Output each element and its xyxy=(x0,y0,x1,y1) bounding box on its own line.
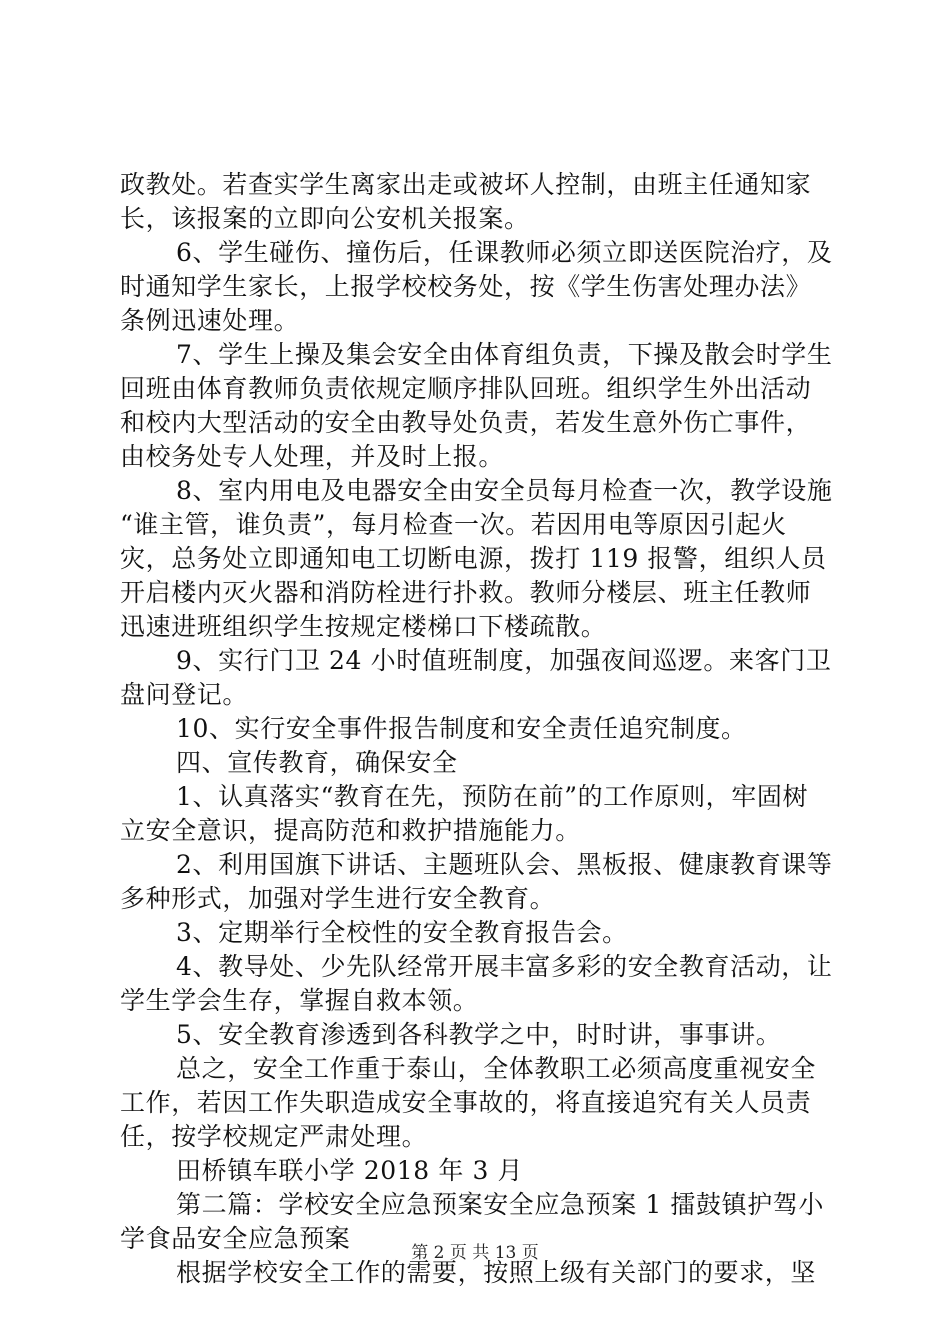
text-line: 立安全意识，提高防范和救护措施能力。 xyxy=(120,816,581,845)
text-line: 3、定期举行全校性的安全教育报告会。 xyxy=(176,918,628,947)
text-line: 5、安全教育渗透到各科教学之中，时时讲，事事讲。 xyxy=(176,1020,782,1049)
text-line: 条例迅速处理。 xyxy=(120,306,300,335)
text-line: 1、认真落实“教育在先，预防在前”的工作原则，牢固树 xyxy=(176,782,809,811)
text-line: 4、教导处、少先队经常开展丰富多彩的安全教育活动，让 xyxy=(176,952,833,981)
text-line: 由校务处专人处理，并及时上报。 xyxy=(120,442,505,471)
text-line: 时通知学生家长，上报学校校务处，按《学生伤害处理办法》 xyxy=(120,272,812,301)
text-line: 和校内大型活动的安全由教导处负责，若发生意外伤亡事件， xyxy=(120,408,812,437)
page-number-footer: 第 2 页 共 13 页 xyxy=(411,1243,539,1263)
document-body xyxy=(120,168,840,1290)
text-line: 盘问登记。 xyxy=(120,680,249,709)
text-line: 任，按学校规定严肃处理。 xyxy=(120,1122,428,1151)
text-line: 6、学生碰伤、撞伤后，任课教师必须立即送医院治疗，及 xyxy=(176,238,833,267)
text-line: 政教处。若查实学生离家出走或被坏人控制，由班主任通知家 xyxy=(120,170,812,199)
text-line: 四、宣传教育，确保安全 xyxy=(176,748,458,777)
text-line: 2、利用国旗下讲话、主题班队会、黑板报、健康教育课等 xyxy=(176,850,833,879)
text-line: 长，该报案的立即向公安机关报案。 xyxy=(120,204,530,233)
text-line: 迅速进班组织学生按规定楼梯口下楼疏散。 xyxy=(120,612,607,641)
text-line: 10、实行安全事件报告制度和安全责任追究制度。 xyxy=(176,714,747,743)
text-line: 第二篇：学校安全应急预案安全应急预案 1 擂鼓镇护驾小 xyxy=(176,1190,825,1219)
text-line: 8、室内用电及电器安全由安全员每月检查一次，教学设施 xyxy=(176,476,833,505)
text-line: 灾，总务处立即通知电工切断电源，拨打 119 报警，组织人员 xyxy=(120,544,827,573)
text-line: 多种形式，加强对学生进行安全教育。 xyxy=(120,884,556,913)
text-line: 9、实行门卫 24 小时值班制度，加强夜间巡逻。来客门卫 xyxy=(176,646,832,675)
text-line: 回班由体育教师负责依规定顺序排队回班。组织学生外出活动 xyxy=(120,374,812,403)
text-line: 学食品安全应急预案 xyxy=(120,1224,351,1253)
text-line: 总之，安全工作重于泰山，全体教职工必须高度重视安全 xyxy=(176,1054,817,1083)
text-line: 根据学校安全工作的需要，按照上级有关部门的要求，坚 xyxy=(176,1258,817,1287)
text-line: “谁主管，谁负责”，每月检查一次。若因用电等原因引起火 xyxy=(120,510,787,539)
text-line: 田桥镇车联小学 2018 年 3 月 xyxy=(176,1156,524,1185)
text-line: 工作，若因工作失职造成安全事故的，将直接追究有关人员责 xyxy=(120,1088,812,1117)
text-line: 学生学会生存，掌握自救本领。 xyxy=(120,986,479,1015)
text-line: 开启楼内灭火器和消防栓进行扑救。教师分楼层、班主任教师 xyxy=(120,578,812,607)
text-line: 7、学生上操及集会安全由体育组负责，下操及散会时学生 xyxy=(176,340,833,369)
